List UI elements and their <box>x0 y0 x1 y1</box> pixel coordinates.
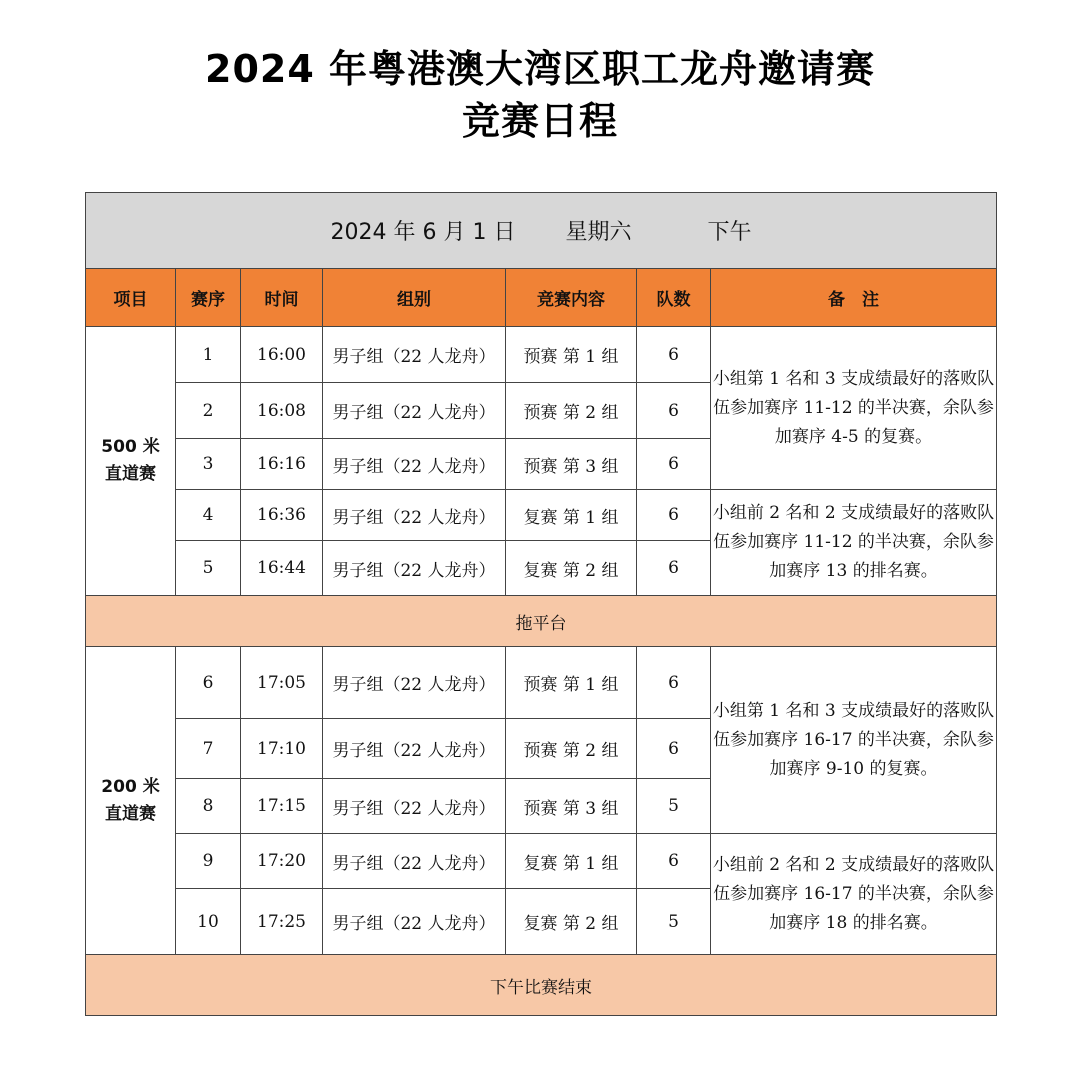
teams-cell: 5 <box>637 779 711 834</box>
time-cell: 16:16 <box>241 439 323 490</box>
note-500m-repechage: 小组前 2 名和 2 支成绩最好的落败队伍参加赛序 11-12 的半决赛，余队参加赛序 13 的排名赛。 <box>711 490 997 596</box>
content-cell: 预赛 第 1 组 <box>506 647 637 719</box>
teams-cell: 6 <box>637 383 711 439</box>
content-cell: 预赛 第 3 组 <box>506 779 637 834</box>
group-cell: 男子组（22 人龙舟） <box>323 889 506 955</box>
end-row <box>86 955 997 1016</box>
time-cell: 16:08 <box>241 383 323 439</box>
time-cell: 17:05 <box>241 647 323 719</box>
order-cell: 10 <box>176 889 241 955</box>
event-distance: 200 米 <box>101 776 160 797</box>
group-cell: 男子组（22 人龙舟） <box>323 779 506 834</box>
order-cell: 7 <box>176 719 241 779</box>
page-title: 2024 年粤港澳大湾区职工龙舟邀请赛 <box>205 47 875 91</box>
content-cell: 预赛 第 2 组 <box>506 719 637 779</box>
time-cell: 17:25 <box>241 889 323 955</box>
group-cell: 男子组（22 人龙舟） <box>323 834 506 889</box>
end-label: 下午比赛结束 <box>86 955 997 1016</box>
content-cell: 复赛 第 1 组 <box>506 490 637 541</box>
header-notes: 备 注 <box>711 269 997 327</box>
time-cell: 16:44 <box>241 541 323 596</box>
time-cell: 16:00 <box>241 327 323 383</box>
date-text: 2024 年 6 月 1 日 <box>330 220 516 245</box>
weekday-text: 星期六 <box>565 220 632 245</box>
content-cell: 预赛 第 2 组 <box>506 383 637 439</box>
content-cell: 复赛 第 2 组 <box>506 889 637 955</box>
header-group: 组别 <box>323 269 506 327</box>
table-row <box>86 490 997 541</box>
event-500m <box>86 327 176 596</box>
date-row <box>86 193 997 269</box>
teams-cell: 5 <box>637 889 711 955</box>
header-event: 项目 <box>86 269 176 327</box>
teams-cell: 6 <box>637 490 711 541</box>
teams-cell: 6 <box>637 719 711 779</box>
teams-cell: 6 <box>637 834 711 889</box>
content-cell: 预赛 第 3 组 <box>506 439 637 490</box>
page-subtitle: 竞赛日程 <box>461 99 618 143</box>
content-cell: 预赛 第 1 组 <box>506 327 637 383</box>
header-row <box>86 269 997 327</box>
group-cell: 男子组（22 人龙舟） <box>323 647 506 719</box>
note-500m-heats: 小组第 1 名和 3 支成绩最好的落败队伍参加赛序 11-12 的半决赛，余队参加赛序 4-5 的复赛。 <box>711 327 997 490</box>
teams-cell: 6 <box>637 439 711 490</box>
date-cell <box>86 193 997 269</box>
header-order: 赛序 <box>176 269 241 327</box>
table-row <box>86 327 997 383</box>
order-cell: 6 <box>176 647 241 719</box>
order-cell: 3 <box>176 439 241 490</box>
content-cell: 复赛 第 1 组 <box>506 834 637 889</box>
time-cell: 17:20 <box>241 834 323 889</box>
header-content: 竞赛内容 <box>506 269 637 327</box>
time-cell: 17:15 <box>241 779 323 834</box>
event-distance: 500 米 <box>101 437 160 457</box>
session-text: 下午 <box>707 220 752 245</box>
group-cell: 男子组（22 人龙舟） <box>323 439 506 490</box>
note-200m-repechage: 小组前 2 名和 2 支成绩最好的落败队伍参加赛序 16-17 的半决赛，余队参加赛序 18 的排名赛。 <box>711 834 997 955</box>
teams-cell: 6 <box>637 327 711 383</box>
group-cell: 男子组（22 人龙舟） <box>323 383 506 439</box>
teams-cell: 6 <box>637 647 711 719</box>
order-cell: 9 <box>176 834 241 889</box>
group-cell: 男子组（22 人龙舟） <box>323 719 506 779</box>
header-time: 时间 <box>241 269 323 327</box>
header-teams: 队数 <box>637 269 711 327</box>
order-cell: 1 <box>176 327 241 383</box>
group-cell: 男子组（22 人龙舟） <box>323 327 506 383</box>
table-row <box>86 834 997 889</box>
content-cell: 复赛 第 2 组 <box>506 541 637 596</box>
event-type: 直道赛 <box>105 464 156 484</box>
order-cell: 4 <box>176 490 241 541</box>
order-cell: 8 <box>176 779 241 834</box>
time-cell: 17:10 <box>241 719 323 779</box>
order-cell: 5 <box>176 541 241 596</box>
schedule-table <box>85 192 997 1016</box>
event-200m <box>86 647 176 955</box>
event-type: 直道赛 <box>105 803 156 824</box>
table-row <box>86 647 997 719</box>
teams-cell: 6 <box>637 541 711 596</box>
time-cell: 16:36 <box>241 490 323 541</box>
order-cell: 2 <box>176 383 241 439</box>
break-label: 拖平台 <box>86 596 997 647</box>
group-cell: 男子组（22 人龙舟） <box>323 490 506 541</box>
break-row <box>86 596 997 647</box>
note-200m-heats: 小组第 1 名和 3 支成绩最好的落败队伍参加赛序 16-17 的半决赛，余队参加赛序 9-10 的复赛。 <box>711 647 997 834</box>
group-cell: 男子组（22 人龙舟） <box>323 541 506 596</box>
